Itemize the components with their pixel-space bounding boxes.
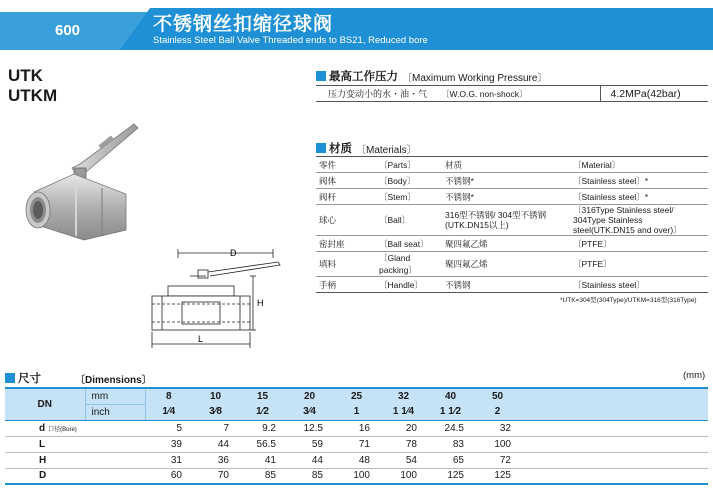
- material-cn: 材质: [442, 157, 570, 173]
- table-row: [5, 420, 708, 436]
- pressure-heading: [316, 68, 547, 84]
- table-row: [316, 236, 708, 252]
- dimension-value: 44: [192, 436, 239, 452]
- inch-size: 3⁄4: [286, 404, 333, 420]
- dimension-value: 44: [286, 452, 333, 468]
- part-en: 〔Ball seat〕: [376, 236, 442, 252]
- dimension-value: 100: [474, 436, 521, 452]
- dimension-value: 71: [333, 436, 380, 452]
- mm-size: 32: [380, 388, 427, 404]
- material-footnote: *UTK=304型(304Type)/UTKM=316型(316Type): [560, 297, 697, 304]
- pressure-table: [316, 85, 708, 102]
- dimension-value: 12.5: [286, 420, 333, 436]
- dimension-unit: (mm): [683, 370, 706, 381]
- row-filler: [521, 468, 708, 484]
- row-filler: [521, 436, 708, 452]
- dimension-value: 20: [380, 420, 427, 436]
- material-en: 〔Stainless steel〕*: [570, 173, 708, 189]
- table-row: [316, 277, 708, 293]
- material-cn: 不锈钢: [442, 277, 570, 293]
- pressure-condition: [316, 86, 600, 102]
- dimension-value: 48: [333, 452, 380, 468]
- material-en: 〔PTFE〕: [570, 252, 708, 277]
- dimension-value: 100: [380, 468, 427, 484]
- dimensions-heading-cn: 尺寸: [18, 373, 41, 385]
- section-marker-icon: [316, 71, 326, 81]
- part-cn: 球心: [316, 205, 376, 236]
- label-h: H: [257, 298, 264, 308]
- dimension-value: 100: [333, 468, 380, 484]
- inch-size: 1 1⁄4: [380, 404, 427, 420]
- dimension-value: 85: [286, 468, 333, 484]
- part-en: 〔Stem〕: [376, 189, 442, 205]
- material-en: 〔Stainless steel〕*: [570, 189, 708, 205]
- part-cn: 阀体: [316, 173, 376, 189]
- part-en: 〔Ball〕: [376, 205, 442, 236]
- page-title: 不锈钢丝扣缩径球阀: [153, 14, 334, 35]
- material-en: 〔Stainless steel〕: [570, 277, 708, 293]
- part-en: 〔Gland packing〕: [376, 252, 442, 277]
- dimension-value: 32: [474, 420, 521, 436]
- materials-heading-en: 〔Materials〕: [356, 144, 417, 156]
- table-row: [5, 404, 708, 420]
- part-cn: 填料: [316, 252, 376, 277]
- dimension-value: 60: [145, 468, 192, 484]
- inch-size: 1⁄4: [145, 404, 192, 420]
- mm-label: mm: [85, 388, 145, 404]
- mm-size: 10: [192, 388, 239, 404]
- header-filler: [521, 404, 708, 420]
- label-l: L: [198, 334, 204, 344]
- pressure-value: 4.2MPa(42bar): [600, 86, 708, 102]
- page-subtitle: Stainless Steel Ball Valve Threaded ends to BS21, Reduced bore: [153, 35, 428, 46]
- row-filler: [521, 420, 708, 436]
- dimension-value: 78: [380, 436, 427, 452]
- dimension-value: 125: [474, 468, 521, 484]
- dimension-value: 16: [333, 420, 380, 436]
- table-row: [5, 436, 708, 452]
- dimension-symbol: L: [39, 438, 46, 450]
- materials-heading-cn: 材质: [329, 143, 352, 155]
- mm-size: 40: [427, 388, 474, 404]
- dimensions-table: [5, 387, 708, 485]
- materials-heading: [316, 140, 417, 156]
- mm-size: 20: [286, 388, 333, 404]
- model-codes: [8, 66, 57, 106]
- dimension-value: 59: [286, 436, 333, 452]
- ball-valve-photo: [14, 112, 144, 242]
- dimension-value: 5: [145, 420, 192, 436]
- section-marker-icon: [316, 143, 326, 153]
- inch-size: 1⁄2: [239, 404, 286, 420]
- dimension-label: [5, 468, 145, 484]
- part-en: 〔Handle〕: [376, 277, 442, 293]
- material-cn: 不锈钢*: [442, 173, 570, 189]
- part-cn: 零件: [316, 157, 376, 173]
- material-cn: 316型不锈钢/ 304型不锈钢(UTK.DN15以上): [442, 205, 570, 236]
- mm-size: 15: [239, 388, 286, 404]
- header-filler: [521, 388, 708, 404]
- part-en: 〔Body〕: [376, 173, 442, 189]
- dimension-value: 54: [380, 452, 427, 468]
- mm-size: 25: [333, 388, 380, 404]
- dimension-value: 9.2: [239, 420, 286, 436]
- inch-size: 1 1⁄2: [427, 404, 474, 420]
- dimension-label: [5, 436, 145, 452]
- mm-size: 50: [474, 388, 521, 404]
- material-cn: 聚四氟乙烯: [442, 236, 570, 252]
- dimension-value: 31: [145, 452, 192, 468]
- dimension-value: 65: [427, 452, 474, 468]
- dimensions-heading: [5, 370, 152, 386]
- dimension-value: 125: [427, 468, 474, 484]
- part-cn: 手柄: [316, 277, 376, 293]
- material-en: 〔Material〕: [570, 157, 708, 173]
- material-en: 〔316Type Stainless steel/ 304Type Stainless steel(UTK.DN15 and over)〕: [570, 205, 708, 236]
- dimension-value: 39: [145, 436, 192, 452]
- table-row: [316, 252, 708, 277]
- dimension-label: [5, 452, 145, 468]
- material-en: 〔PTFE〕: [570, 236, 708, 252]
- material-cn: 不锈钢*: [442, 189, 570, 205]
- dimension-value: 83: [427, 436, 474, 452]
- mm-size: 8: [145, 388, 192, 404]
- table-row: [5, 452, 708, 468]
- page-number: 600: [55, 22, 81, 39]
- table-row: [5, 388, 708, 404]
- table-row: [316, 189, 708, 205]
- dimension-value: 85: [239, 468, 286, 484]
- inch-size: 2: [474, 404, 521, 420]
- dimension-value: 24.5: [427, 420, 474, 436]
- pressure-heading-en: 〔Maximum Working Pressure〕: [402, 72, 548, 84]
- dimension-value: 41: [239, 452, 286, 468]
- model-code: UTKM: [8, 86, 58, 105]
- table-row: [316, 205, 708, 236]
- dimension-value: 56.5: [239, 436, 286, 452]
- row-filler: [521, 452, 708, 468]
- part-cn: 阀杆: [316, 189, 376, 205]
- dimension-symbol: d: [39, 422, 46, 434]
- dimensions-heading-en: 〔Dimensions〕: [75, 374, 152, 386]
- section-marker-icon: [5, 373, 15, 383]
- part-cn: 密封座: [316, 236, 376, 252]
- dimension-value: 36: [192, 452, 239, 468]
- pressure-label: 压力变动小的水・油・气: [328, 89, 428, 99]
- dimension-drawing: [148, 246, 293, 354]
- pressure-heading-cn: 最高工作压力: [329, 71, 398, 83]
- table-row: [316, 157, 708, 173]
- dn-header: DN: [5, 388, 85, 420]
- dimension-symbol: D: [39, 470, 47, 482]
- dimension-symbol: H: [39, 454, 47, 466]
- label-d: D: [230, 248, 237, 258]
- dimension-label: [5, 420, 145, 436]
- inch-size: 1: [333, 404, 380, 420]
- part-en: 〔Parts〕: [376, 157, 442, 173]
- table-row: [316, 173, 708, 189]
- dimension-value: 72: [474, 452, 521, 468]
- pressure-wog: 〔W.O.G. non-shock〕: [441, 89, 528, 99]
- materials-table: [316, 156, 708, 293]
- material-cn: 聚四氟乙烯: [442, 252, 570, 277]
- dimension-sublabel: 口径(Bore): [48, 426, 77, 433]
- inch-size: 3⁄8: [192, 404, 239, 420]
- dimension-value: 70: [192, 468, 239, 484]
- table-row: [5, 468, 708, 484]
- model-code: UTK: [8, 66, 43, 85]
- dimension-value: 7: [192, 420, 239, 436]
- inch-label: inch: [85, 404, 145, 420]
